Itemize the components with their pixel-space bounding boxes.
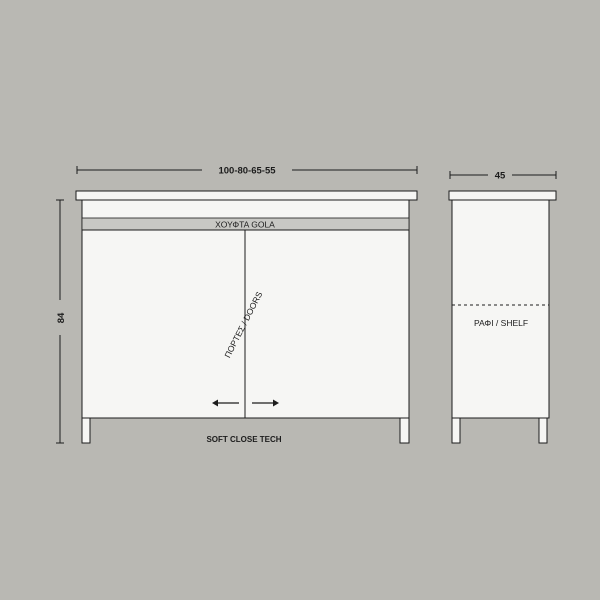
doors-label: ΠΟΡΤΕΣ / DOORS <box>222 289 265 360</box>
front-left-leg <box>82 418 90 443</box>
front-right-leg <box>400 418 409 443</box>
side-depth-label: 45 <box>494 170 506 182</box>
height-dimension <box>56 200 67 443</box>
front-width-label: 100-80-65-55 <box>218 165 276 177</box>
side-countertop <box>449 191 556 200</box>
front-width-dimension <box>77 166 417 177</box>
shelf-label: ΡΑΦΙ / SHELF <box>473 318 529 328</box>
front-countertop <box>76 191 417 200</box>
gola-handle-label: ΧΟΥΦΤΑ GOLA <box>215 219 275 230</box>
soft-close-label: SOFT CLOSE TECH <box>206 435 282 444</box>
side-back-leg <box>539 418 547 443</box>
side-depth-dimension <box>450 171 556 182</box>
height-label: 84 <box>56 312 67 324</box>
side-front-leg <box>452 418 460 443</box>
side-cabinet-body <box>452 200 549 418</box>
